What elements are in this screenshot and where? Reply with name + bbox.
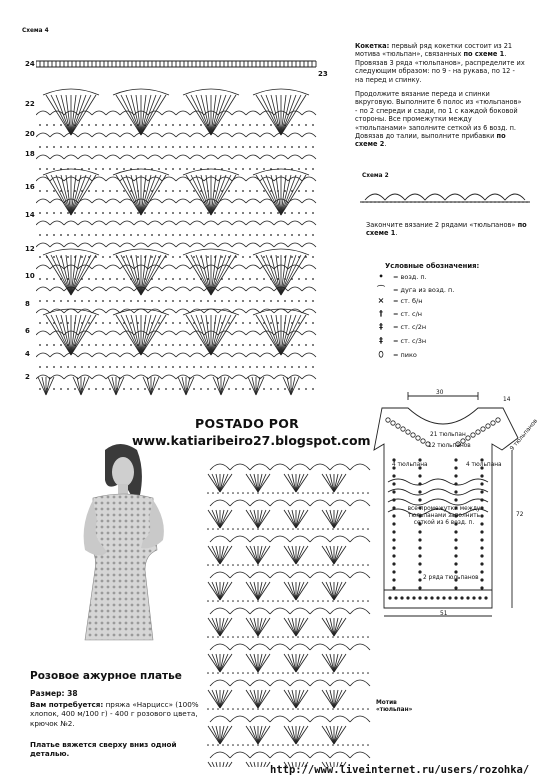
label-2-rows: 2 ряда тюльпанов: [423, 575, 479, 581]
legend-item: [372, 322, 426, 331]
dim-top: 30: [436, 390, 444, 396]
dim-side: 72: [516, 512, 524, 518]
dress-photo: [45, 440, 195, 660]
kokethka-label: Кокетка:: [355, 42, 390, 50]
kokethka-p2: Провязав 3 ряда «тюльпанов», распределите их следующим образом: по 9 - на рукава, по 12 - на перед и спинку.: [355, 58, 525, 84]
dress-note: Платье вяжется сверху вниз одной деталью.: [30, 740, 177, 759]
kokethka-p3-tail: по схеме 2: [355, 132, 506, 149]
row-label-right: 23: [318, 70, 328, 78]
closing-text: Закончите вязание 2 рядами «тюльпанов» по схеме 1.: [366, 221, 527, 238]
scheme2-title: Схема 2: [362, 173, 389, 179]
legend-item: [372, 272, 427, 281]
materials-label: Вам потребуется:: [30, 700, 104, 709]
legend-item: [372, 336, 426, 345]
double-dagger-icon: ‡: [379, 322, 383, 331]
row-label: 12: [25, 245, 35, 253]
row-label: 8: [25, 300, 30, 308]
row-label: 10: [25, 272, 35, 280]
row-label: 6: [25, 327, 30, 335]
kokethka-p1: первый ряд кокетки состоит из 21 мотива «тюльпан», связанных: [355, 42, 513, 59]
dim-top2: 14: [503, 397, 511, 403]
motif-label: Мотив «тюльпан»: [376, 700, 413, 713]
dress-materials: [30, 700, 200, 728]
triple-dagger-icon: ‡: [379, 336, 383, 345]
picot-icon: ⬯: [378, 350, 384, 359]
legend-item: [372, 350, 417, 360]
legend-item: [372, 309, 422, 318]
legend-item: [372, 296, 422, 305]
label-fill: все промежутки между тюльпанами заполнить сеткой из 6 возд. п.: [407, 506, 481, 526]
label-21: 21 тюльпан: [430, 432, 466, 438]
crochet-chart-scheme2: [355, 180, 535, 208]
legend-label: = ст. с/3н: [393, 336, 427, 345]
dim-bottom: 51: [440, 611, 448, 617]
label-9: 9 тюльпанов: [509, 418, 539, 453]
crochet-chart-tulip: [205, 452, 375, 767]
row-label: 16: [25, 183, 35, 191]
dagger-icon: †: [379, 309, 383, 318]
blog-url[interactable]: www.katiaribeiro27.blogspot.com: [132, 433, 371, 448]
row-label: 18: [25, 150, 35, 158]
crochet-chart-scheme4: [36, 55, 318, 400]
dot-icon: •: [378, 272, 384, 281]
row-label: 22: [25, 100, 35, 108]
legend-label: = дуга из возд. п.: [393, 285, 455, 294]
closing-tail: по схеме 1: [366, 221, 527, 238]
row-label: 20: [25, 130, 35, 138]
footer-url[interactable]: http://www.liveinternet.ru/users/rozohka/: [270, 764, 530, 776]
row-label: 2: [25, 373, 30, 381]
row-label: 14: [25, 211, 35, 219]
cross-icon: ×: [377, 296, 385, 305]
legend-label: = ст. с/н: [393, 309, 423, 318]
legend-title: Условные обозначения:: [385, 262, 480, 270]
legend-label: = пико: [393, 351, 417, 359]
dress-title: Розовое ажурное платье: [30, 670, 182, 682]
kokethka-text: Кокетка: первый ряд кокетки состоит из 21 мотива «тюльпан», связанных по схеме 1. Провязав 3 ряда «тюльпанов», распределите их следующим образом: по 9 - на рукава, по 12 - на перед и спинку. Продолжите вязание переда и спинки вкруговую. Выполните 6 полос из «тюльпанов» - по 2 спереди и сзади, по 1 с каждой боковой стороны. Все промежутки между «тюльпанами» заполните сеткой из 6 возд. п. Довязав до талии, выполните прибавки по схеме 2.: [355, 42, 525, 149]
kokethka-p1-tail: по схеме 1: [463, 50, 505, 59]
legend-item: [372, 284, 454, 295]
closing-p: Закончите вязание 2 рядами «тюльпанов»: [366, 221, 516, 229]
label-4-left: 4 тюльпана: [392, 462, 428, 468]
legend-label: = возд. п.: [393, 272, 427, 281]
label-12: 12 тюльпанов: [428, 443, 471, 449]
posted-by: POSTADO POR: [195, 416, 300, 431]
scheme4-title: Схема 4: [22, 28, 49, 34]
legend-label: = ст. б/н: [393, 296, 423, 305]
dress-size: Размер: 38: [30, 689, 78, 698]
row-label: 4: [25, 350, 30, 358]
materials-text: пряжа «Нарцисс» (100% хлопок, 400 м/100 г) - 400 г розового цвета, крючок №2.: [30, 700, 199, 728]
arc-icon: ⌒: [377, 285, 385, 294]
label-4-right: 4 тюльпана: [466, 462, 502, 468]
row-label: 24: [25, 60, 35, 68]
legend-label: = ст. с/2н: [393, 322, 427, 331]
kokethka-p3: Продолжите вязание переда и спинки вкруговую. Выполните 6 полос из «тюльпанов» - по 2 спереди и сзади, по 1 с каждой боковой стороны. Все промежутки между «тюльпанами» заполните сеткой из 6 возд. п. Довязав до талии, выполните прибавки: [355, 90, 522, 141]
